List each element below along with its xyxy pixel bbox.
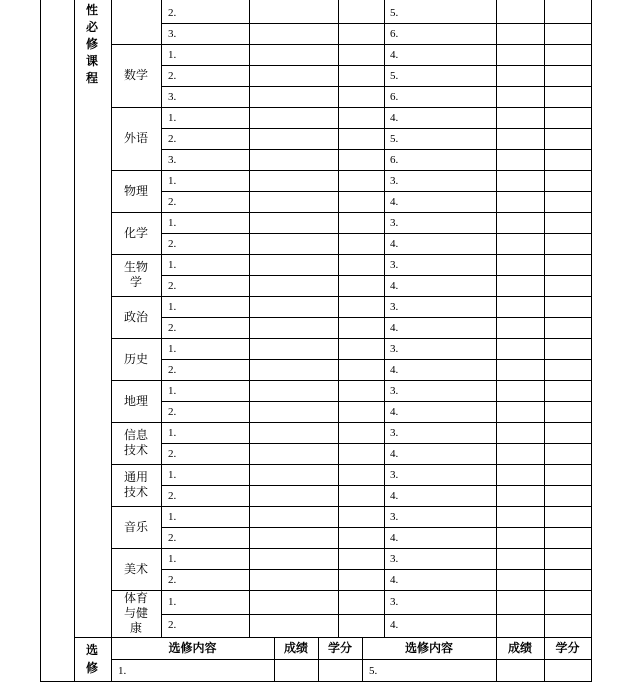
subject-name: 生物 学 bbox=[123, 260, 148, 289]
course-index-right: 4. bbox=[390, 196, 399, 208]
course-index-left: 2. bbox=[168, 133, 177, 145]
subject-name: 外语 bbox=[123, 131, 148, 145]
subject-group-rule bbox=[111, 590, 592, 591]
course-index-left: 1. bbox=[168, 469, 177, 481]
course-index-left: 2. bbox=[168, 70, 177, 82]
subject-group-rule bbox=[111, 464, 592, 465]
course-index-right: 4. bbox=[390, 364, 399, 376]
course-index-right: 6. bbox=[390, 28, 399, 40]
subject-group-rule bbox=[111, 380, 592, 381]
course-index-right: 3. bbox=[390, 511, 399, 523]
subject-group-rule bbox=[111, 422, 592, 423]
course-index-right: 6. bbox=[390, 154, 399, 166]
subject-name: 体育 与健 康 bbox=[123, 591, 148, 635]
row-rule bbox=[161, 317, 592, 318]
course-index-right: 3. bbox=[390, 217, 399, 229]
grid-column-border bbox=[338, 0, 339, 638]
row-rule bbox=[161, 485, 592, 486]
row-rule bbox=[161, 23, 592, 24]
subject-name: 历史 bbox=[123, 352, 148, 366]
category-label-char: 必 bbox=[86, 20, 99, 34]
row-rule bbox=[161, 149, 592, 150]
row-rule bbox=[161, 128, 592, 129]
category-label-char: 修 bbox=[86, 37, 99, 51]
course-index-left: 2. bbox=[168, 322, 177, 334]
course-index-left: 2. bbox=[168, 574, 177, 586]
course-index-left: 1. bbox=[168, 259, 177, 271]
row-rule bbox=[161, 614, 592, 615]
category-label-char: 程 bbox=[86, 71, 99, 85]
course-index-right: 3. bbox=[390, 301, 399, 313]
course-index-left: 1. bbox=[168, 112, 177, 124]
row-rule bbox=[161, 359, 592, 360]
course-index-left: 3. bbox=[168, 154, 177, 166]
course-index-right: 3. bbox=[390, 427, 399, 439]
course-index-right: 4. bbox=[390, 532, 399, 544]
course-index-left: 1. bbox=[168, 343, 177, 355]
row-rule bbox=[161, 527, 592, 528]
subject-name: 信息 技术 bbox=[123, 428, 148, 457]
elective-score-header-left: 成绩 bbox=[283, 641, 308, 655]
course-index-right: 4. bbox=[390, 112, 399, 124]
subject-group-rule bbox=[111, 170, 592, 171]
elective-credit-header-right: 学分 bbox=[555, 641, 580, 655]
outer-right-border bbox=[591, 0, 592, 682]
course-index-left: 2. bbox=[168, 7, 177, 19]
course-index-left: 1. bbox=[168, 385, 177, 397]
course-index-right: 4. bbox=[390, 448, 399, 460]
elective-index-left: 1. bbox=[118, 665, 127, 677]
row-rule bbox=[161, 86, 592, 87]
course-index-left: 1. bbox=[168, 553, 177, 565]
grid-column-border bbox=[496, 0, 497, 638]
course-index-right: 3. bbox=[390, 175, 399, 187]
grid-column-border bbox=[544, 0, 545, 638]
subject-group-rule bbox=[111, 296, 592, 297]
course-index-right: 4. bbox=[390, 322, 399, 334]
subject-name: 音乐 bbox=[123, 520, 148, 534]
course-index-left: 1. bbox=[168, 301, 177, 313]
course-index-right: 3. bbox=[390, 259, 399, 271]
course-index-right: 5. bbox=[390, 133, 399, 145]
grid-column-border bbox=[249, 0, 250, 638]
category-column-border bbox=[74, 0, 75, 682]
subject-name: 化学 bbox=[123, 226, 148, 240]
course-index-left: 2. bbox=[168, 448, 177, 460]
course-index-right: 3. bbox=[390, 343, 399, 355]
course-index-left: 2. bbox=[168, 364, 177, 376]
course-index-left: 1. bbox=[168, 511, 177, 523]
table-bottom-border bbox=[40, 681, 592, 682]
course-index-left: 2. bbox=[168, 406, 177, 418]
course-index-right: 4. bbox=[390, 49, 399, 61]
category-label-char: 性 bbox=[86, 3, 99, 17]
subject-group-rule bbox=[111, 44, 592, 45]
elective-category-char: 选 bbox=[86, 643, 99, 657]
subject-group-rule bbox=[111, 548, 592, 549]
outer-left-border bbox=[40, 0, 41, 682]
subject-group-rule bbox=[111, 506, 592, 507]
elective-index-right: 5. bbox=[369, 665, 378, 677]
subject-name: 地理 bbox=[123, 394, 148, 408]
course-index-right: 4. bbox=[390, 280, 399, 292]
category-label-char: 课 bbox=[86, 54, 99, 68]
course-index-left: 1. bbox=[168, 427, 177, 439]
course-index-left: 1. bbox=[168, 175, 177, 187]
subject-group-rule bbox=[111, 107, 592, 108]
row-rule bbox=[161, 233, 592, 234]
row-rule bbox=[161, 443, 592, 444]
subject-group-rule bbox=[111, 338, 592, 339]
course-index-right: 4. bbox=[390, 406, 399, 418]
course-index-left: 1. bbox=[168, 49, 177, 61]
subject-name: 政治 bbox=[123, 310, 148, 324]
course-index-left: 2. bbox=[168, 619, 177, 631]
course-index-left: 2. bbox=[168, 238, 177, 250]
course-index-right: 4. bbox=[390, 238, 399, 250]
course-index-right: 6. bbox=[390, 91, 399, 103]
elective-content-header-left: 选修内容 bbox=[168, 641, 217, 655]
row-rule bbox=[161, 191, 592, 192]
elective-category-char: 修 bbox=[86, 661, 99, 675]
elective-score-header-right: 成绩 bbox=[507, 641, 532, 655]
subject-group-rule bbox=[111, 212, 592, 213]
course-index-left: 2. bbox=[168, 196, 177, 208]
course-index-left: 3. bbox=[168, 28, 177, 40]
grid-column-border bbox=[161, 0, 162, 638]
elective-top-rule bbox=[74, 637, 592, 638]
subject-group-rule bbox=[111, 254, 592, 255]
subject-name: 通用 技术 bbox=[123, 470, 148, 499]
course-index-right: 4. bbox=[390, 490, 399, 502]
row-rule bbox=[161, 569, 592, 570]
row-rule bbox=[161, 65, 592, 66]
row-rule bbox=[161, 401, 592, 402]
course-index-right: 5. bbox=[390, 7, 399, 19]
course-index-left: 2. bbox=[168, 532, 177, 544]
grid-column-border bbox=[384, 0, 385, 638]
course-index-left: 2. bbox=[168, 280, 177, 292]
course-index-left: 1. bbox=[168, 217, 177, 229]
course-index-left: 2. bbox=[168, 490, 177, 502]
elective-credit-header-left: 学分 bbox=[327, 641, 352, 655]
course-index-right: 4. bbox=[390, 574, 399, 586]
course-index-right: 3. bbox=[390, 553, 399, 565]
course-index-right: 3. bbox=[390, 469, 399, 481]
course-index-right: 3. bbox=[390, 596, 399, 608]
subject-name: 美术 bbox=[123, 562, 148, 576]
row-rule bbox=[161, 275, 592, 276]
course-index-right: 4. bbox=[390, 619, 399, 631]
course-index-right: 5. bbox=[390, 70, 399, 82]
elective-header-rule bbox=[111, 659, 592, 660]
subject-name: 数学 bbox=[123, 68, 148, 82]
course-index-right: 3. bbox=[390, 385, 399, 397]
course-index-left: 3. bbox=[168, 91, 177, 103]
elective-content-header-right: 选修内容 bbox=[404, 641, 453, 655]
course-index-left: 1. bbox=[168, 596, 177, 608]
subject-name: 物理 bbox=[123, 184, 148, 198]
